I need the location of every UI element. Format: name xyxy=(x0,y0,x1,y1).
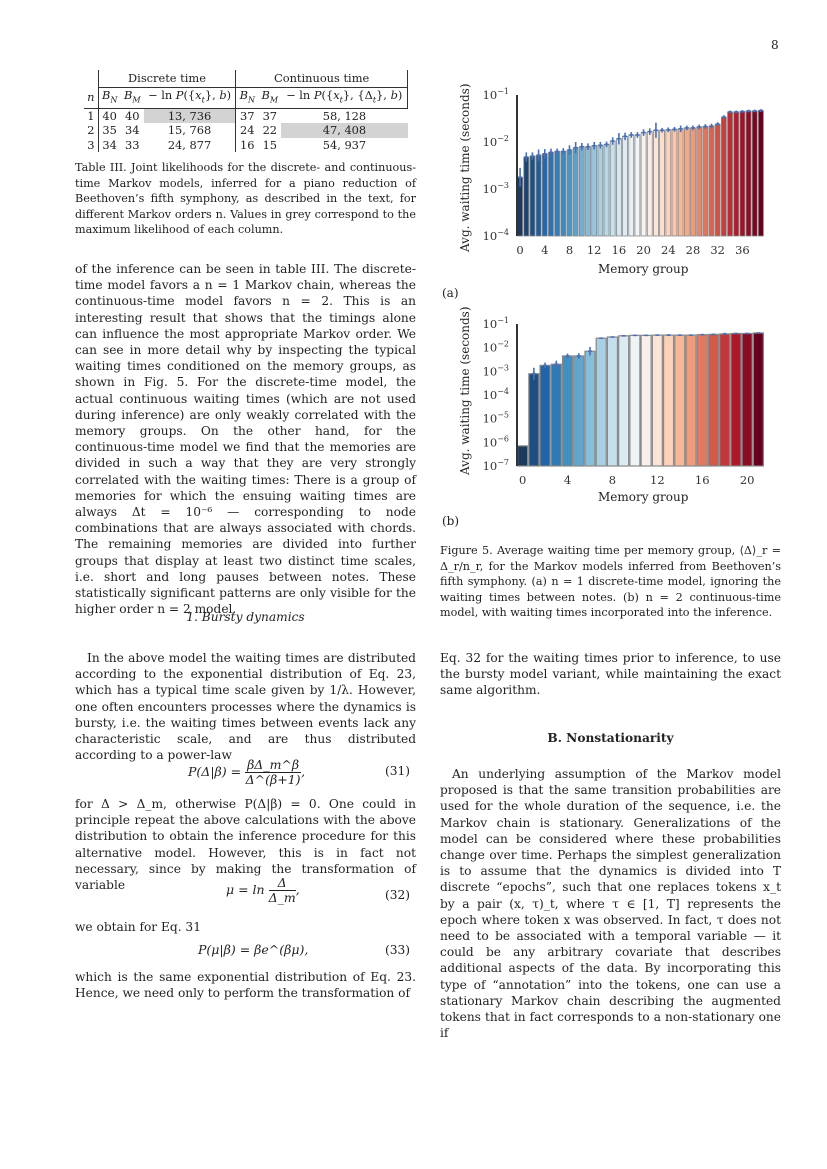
svg-text:16: 16 xyxy=(694,473,710,487)
bar xyxy=(592,146,597,236)
bar xyxy=(672,129,677,236)
svg-text:16: 16 xyxy=(611,243,627,257)
bar xyxy=(746,111,751,236)
bar xyxy=(623,136,628,236)
chart-a-plot xyxy=(440,80,780,290)
bar xyxy=(697,335,707,466)
bar xyxy=(731,333,741,466)
svg-text:10−3: $10^{-3}$ xyxy=(482,181,509,196)
chart-b-ylabel: Avg. waiting time (seconds) xyxy=(458,306,472,475)
svg-text:36: 36 xyxy=(735,243,750,257)
figure-5a-label: (a) xyxy=(442,286,459,300)
chart-b-plot xyxy=(440,305,780,515)
bar xyxy=(567,150,572,236)
bar xyxy=(758,111,763,236)
left-para-1: of the inference can be seen in table III. The discrete-time model favors a n = 1 Markov chain, whereas the continuous-time model favors n = 2. This is an interesting result that shows that the timings alone can influence the most appropriate Markov order. We can see in more detail why by inspecting the typical waiting times conditioned on the memory groups, as shown in Fig. 5. For the discrete-time model, the actual continuous waiting times (which are not used during inference) are only weakly correlated with the memory groups. On the other hand, for the continuous-time model we find that the memories are divided in such a way that they are very strongly correlated with the waiting times: There is a group of memories for which the ensuing waiting times are always Δt = 10⁻⁶ — corresponding to node combinations that are always associated with chords. The remaining memories are divided into further groups that display at least two distinct time scales, i.e. short and long pauses between notes. These statistically significant patterns are only visible for the higher order n = 2 model. xyxy=(75,262,416,617)
equation-number-33: (33) xyxy=(385,943,411,957)
bar xyxy=(536,155,541,236)
chart-a-xlabel: Memory group xyxy=(598,262,689,276)
figure-5b-label: (b) xyxy=(442,514,460,528)
bar xyxy=(530,156,535,236)
svg-text:32: 32 xyxy=(710,243,726,257)
table-header-row: n $B_N$ $B_M$ − $\ln P(\{x_t\}$, b) $B_N$ $B_M$ − $\ln P(\{x_t\}$, $\{\Delta_t\}$, b) xyxy=(84,88,408,109)
bar xyxy=(529,374,539,466)
svg-text:0: 0 xyxy=(518,473,527,487)
bar xyxy=(721,117,726,236)
table-row: 2 35 34 15, 768 24 22 47, 408 xyxy=(84,123,408,138)
bar xyxy=(647,132,652,236)
bar xyxy=(678,129,683,236)
bar xyxy=(635,135,640,236)
bar xyxy=(752,111,757,236)
bar xyxy=(652,335,662,466)
svg-text:10−6: $10^{-6}$ xyxy=(482,434,509,450)
bar xyxy=(607,337,617,466)
bar xyxy=(555,151,560,236)
svg-text:20: 20 xyxy=(636,243,651,257)
bar xyxy=(619,336,629,466)
bar xyxy=(563,356,573,466)
left-para-4: we obtain for Eq. 31 xyxy=(75,920,201,934)
figure-5b-chart xyxy=(440,305,780,515)
bar xyxy=(629,135,634,236)
bar xyxy=(596,338,606,466)
bar xyxy=(561,151,566,236)
bar xyxy=(686,335,696,466)
svg-text:10−4: $10^{-4}$ xyxy=(482,228,509,243)
bar xyxy=(573,148,578,236)
svg-text:10−2: $10^{-2}$ xyxy=(482,134,509,149)
chart-b-xlabel: Memory group xyxy=(598,490,689,504)
bar xyxy=(666,130,671,236)
bar xyxy=(684,128,689,236)
bar xyxy=(675,335,685,466)
bar xyxy=(598,145,603,236)
left-para-2: In the above model the waiting times are distributed according to the exponential distribution of Eq. 23, which has a typical time scale given by 1/λ. However, one often encounters processes where the dynamics is bursty, i.e. the waiting times between events lack any characteristic scale, and are thus distributed according to a power-law xyxy=(75,651,416,763)
svg-text:10−1: $10^{-1}$ xyxy=(482,87,509,102)
svg-text:10−5: $10^{-5}$ xyxy=(482,410,509,426)
svg-text:20: 20 xyxy=(739,473,755,487)
right-para-1: Eq. 32 for the waiting times prior to inference, to use the bursty model variant, while maintaining the exact same algorithm. xyxy=(440,651,781,698)
bar xyxy=(641,335,651,466)
table-group-header-continuous: Continuous time xyxy=(236,70,408,88)
svg-text:4: 4 xyxy=(563,473,572,487)
bar xyxy=(518,446,528,466)
page-number: 8 xyxy=(771,38,779,52)
bar xyxy=(610,141,615,236)
right-para-2: An underlying assumption of the Markov model proposed is that the same transition probabilities are used for the whole duration of the sequence, i.e. the Markov chain is stationary. Generalizations of the model can be considered where these probabilities change over time. Perhaps the simplest generalization is to assume that the dynamics is divided into T discrete “epochs”, such that one replaces tokens x_t by a pair (x, τ)_t, where τ ∈ [1, T] represents the epoch where token x was observed. In fact, τ does not need to be associated with a temporal variable — it could be any arbitrary covariate that describes additional aspects of the data. By incorporating this type of “annotation” into the tokens, one can use a stationary Markov chain describing the augmented tokens that in fact corresponds to a non-stationary one if xyxy=(440,767,781,1041)
bar xyxy=(653,130,658,236)
equation-32: μ = ln $\frac{\Delta}{\Delta\_m}$ , xyxy=(226,875,300,905)
bar xyxy=(579,147,584,236)
svg-text:10−1: $10^{-1}$ xyxy=(482,316,509,331)
table-row: 1 40 40 13, 736 37 37 58, 128 xyxy=(84,108,408,123)
svg-text:10−4: $10^{-4}$ xyxy=(482,387,509,402)
bar xyxy=(708,334,718,466)
section-title-nonstationarity: B. Nonstationarity xyxy=(547,731,674,745)
bar xyxy=(660,130,665,236)
table-iii xyxy=(84,70,408,152)
bar xyxy=(524,157,529,236)
table-caption: Table III. Joint likelihoods for the discrete- and continuous-time Markov models, inferred for a piano reduction of Beethoven’s fifth symphony, as described in the text, for different Markov orders n. Values in grey correspond to the maximum likelihood of each column. xyxy=(75,161,416,237)
svg-text:10−3: $10^{-3}$ xyxy=(482,363,509,379)
bar xyxy=(697,127,702,236)
bar xyxy=(720,334,730,466)
bar xyxy=(586,147,591,236)
left-para-5: which is the same exponential distribution of Eq. 23. Hence, we need only to perform the transformation of xyxy=(75,970,416,1001)
svg-text:12: 12 xyxy=(650,473,665,487)
bar xyxy=(630,335,640,466)
table-row: 3 34 33 24, 877 16 15 54, 937 xyxy=(84,138,408,153)
svg-text:28: 28 xyxy=(685,243,701,257)
bar xyxy=(740,111,745,236)
bar xyxy=(715,124,720,236)
svg-text:24: 24 xyxy=(660,243,676,257)
bar xyxy=(753,333,763,466)
table-group-header-discrete: Discrete time xyxy=(98,70,236,88)
figure-5-caption: Figure 5. Average waiting time per memory group, ⟨Δ⟩_r = Δ_r/n_r, for the Markov models inferred from Beethoven’s fifth symphony. (a) n = 1 discrete-time model, ignoring the waiting times between notes. (b) n = 2 continuous-time model, with waiting times incorporated into the inference. xyxy=(440,544,781,620)
subsection-title-bursty: 1. Bursty dynamics xyxy=(186,610,305,624)
bar xyxy=(664,335,674,466)
svg-text:4: 4 xyxy=(541,243,549,257)
bar xyxy=(641,133,646,236)
bar xyxy=(616,139,621,236)
equation-number-31: (31) xyxy=(385,764,411,778)
bar xyxy=(742,333,752,466)
svg-text:8: 8 xyxy=(565,243,574,257)
left-para-3: for Δ > Δ_m, otherwise P(Δ|β) = 0. One could in principle repeat the above calculations with the above distribution to obtain the inference procedure for this alternative model. However, this is in fact not necessary, since by making the transformation of variable xyxy=(75,797,416,893)
bar xyxy=(542,154,547,236)
chart-a-ylabel: Avg. waiting time (seconds) xyxy=(458,83,472,252)
svg-text:12: 12 xyxy=(586,243,602,257)
svg-text:10−2: $10^{-2}$ xyxy=(482,339,509,355)
svg-text:10−7: $10^{-7}$ xyxy=(482,458,509,473)
figure-5a-chart xyxy=(440,80,780,310)
bar xyxy=(548,152,553,236)
svg-text:8: 8 xyxy=(608,473,617,487)
bar xyxy=(604,144,609,236)
bar xyxy=(691,128,696,236)
bar xyxy=(585,351,595,466)
bar xyxy=(574,356,584,466)
bar xyxy=(709,126,714,236)
bar xyxy=(734,112,739,236)
svg-text:0: 0 xyxy=(516,243,524,257)
equation-number-32: (32) xyxy=(385,888,411,902)
equation-31: P(Δ|β) = $\frac{\beta\Delta\_m\^{}\beta}{\Delta\^{}(\beta+1)}$ , xyxy=(188,757,306,787)
bar xyxy=(728,112,733,236)
equation-33: P(μ|β) = βe^(βμ), xyxy=(198,942,309,957)
bar xyxy=(551,364,561,466)
bar xyxy=(540,365,550,466)
bar xyxy=(703,126,708,236)
